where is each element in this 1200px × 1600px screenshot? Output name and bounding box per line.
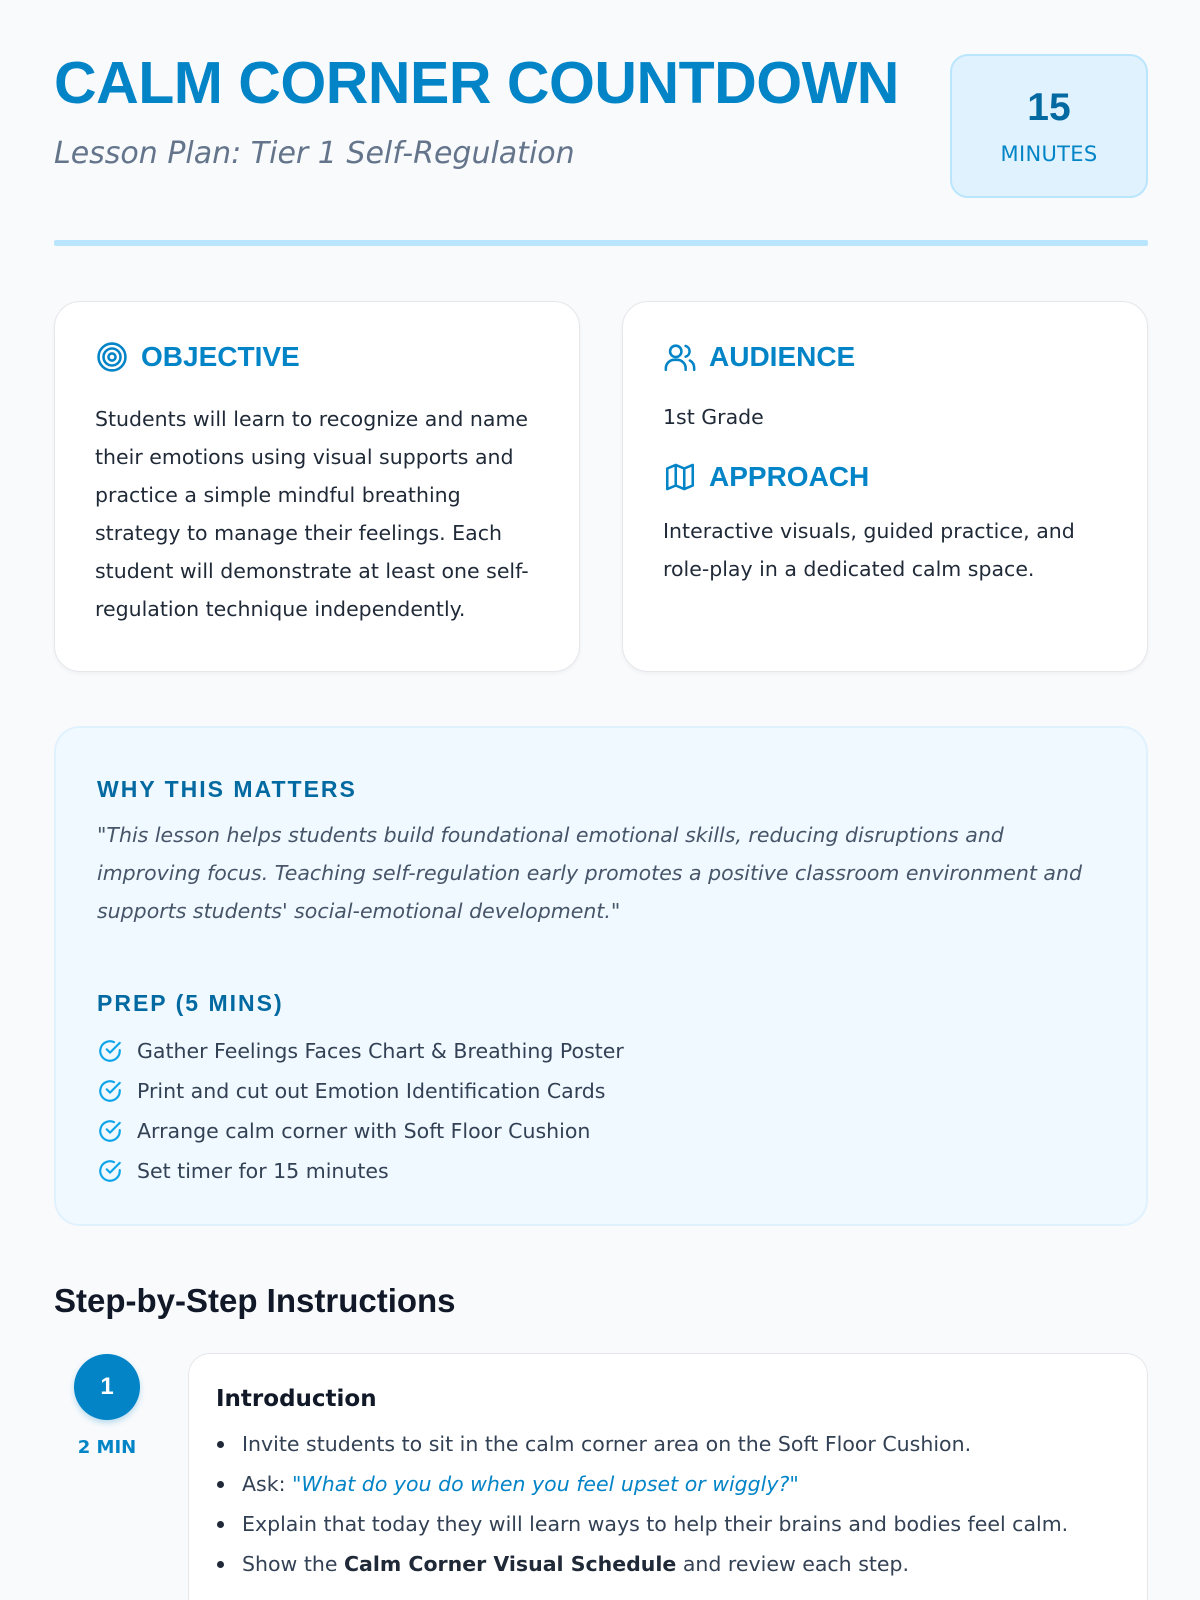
lesson-plan-page [54, 0, 1148, 1600]
approach-heading-row [663, 460, 869, 494]
step-bullet [216, 1544, 1068, 1584]
audience-card [622, 301, 1148, 672]
check-circle-icon [97, 1158, 123, 1184]
map-icon [663, 460, 697, 494]
prep-item [97, 1111, 624, 1151]
audience-text: 1st Grade [663, 405, 764, 429]
step-bullet-text: Explain that today they will learn ways to help their brains and bodies feel calm. [242, 1512, 1069, 1536]
why-heading: WHY THIS MATTERS [97, 776, 357, 802]
step-bullet-list [216, 1424, 1068, 1584]
duration-badge [950, 54, 1148, 198]
objective-heading-row [95, 340, 300, 374]
step-bullet [216, 1424, 1068, 1464]
prep-item [97, 1071, 624, 1111]
duration-unit: MINUTES [1000, 142, 1098, 166]
approach-heading: APPROACH [709, 461, 870, 492]
prep-item-text: Arrange calm corner with Soft Floor Cushion [137, 1119, 591, 1143]
prep-item [97, 1151, 624, 1191]
why-panel [54, 726, 1148, 1226]
header-divider [54, 240, 1148, 246]
why-quote: "This lesson helps students build foundational emotional skills, reducing disruptions and improving focus. Teaching self-regulation early promotes a positive classroom environment and supports students' social-emotional development." [97, 823, 1082, 923]
check-circle-icon [97, 1038, 123, 1064]
audience-heading-row [663, 340, 855, 374]
objective-card [54, 301, 580, 672]
prep-item-text: Print and cut out Emotion Identification Cards [137, 1079, 606, 1103]
header [54, 48, 1148, 208]
prep-checklist [97, 1031, 624, 1191]
step-bullet-text: and review each step. [676, 1552, 910, 1576]
step-card [188, 1353, 1148, 1600]
approach-text: Interactive visuals, guided practice, and role-play in a dedicated calm space. [663, 519, 1075, 581]
objective-heading: OBJECTIVE [141, 341, 300, 372]
check-circle-icon [97, 1118, 123, 1144]
prep-item [97, 1031, 624, 1071]
check-circle-icon [97, 1078, 123, 1104]
step-bullet-text: Ask: [242, 1472, 292, 1496]
prep-heading: PREP (5 MINS) [97, 990, 284, 1016]
audience-heading: AUDIENCE [709, 341, 856, 372]
objective-text: Students will learn to recognize and name their emotions using visual supports and practice a simple mindful breathing strategy to manage their feelings. Each student will demonstrate at least one self-regulation technique independently. [95, 407, 529, 621]
prep-item-text: Gather Feelings Faces Chart & Breathing Poster [137, 1039, 624, 1063]
step-bullet [216, 1504, 1068, 1544]
visual-schedule-label: Calm Corner Visual Schedule [344, 1552, 677, 1576]
users-icon [663, 340, 697, 374]
page-title: CALM CORNER COUNTDOWN [54, 50, 899, 116]
target-icon [95, 340, 129, 374]
prep-item-text: Set timer for 15 minutes [137, 1159, 389, 1183]
page-subtitle: Lesson Plan: Tier 1 Self-Regulation [54, 136, 575, 171]
step-bullet-text: Show the [242, 1552, 344, 1576]
step-title: Introduction [216, 1386, 377, 1412]
step-number-badge: 1 [74, 1354, 140, 1420]
step-duration: 2 MIN [77, 1437, 137, 1458]
step-question-quote: "What do you do when you feel upset or wiggly?" [292, 1472, 799, 1496]
step-bullet-text: Invite students to sit in the calm corner area on the Soft Floor Cushion. [242, 1432, 972, 1456]
step-bullet [216, 1464, 1068, 1504]
steps-heading: Step-by-Step Instructions [54, 1282, 456, 1319]
duration-value: 15 [1027, 86, 1071, 129]
